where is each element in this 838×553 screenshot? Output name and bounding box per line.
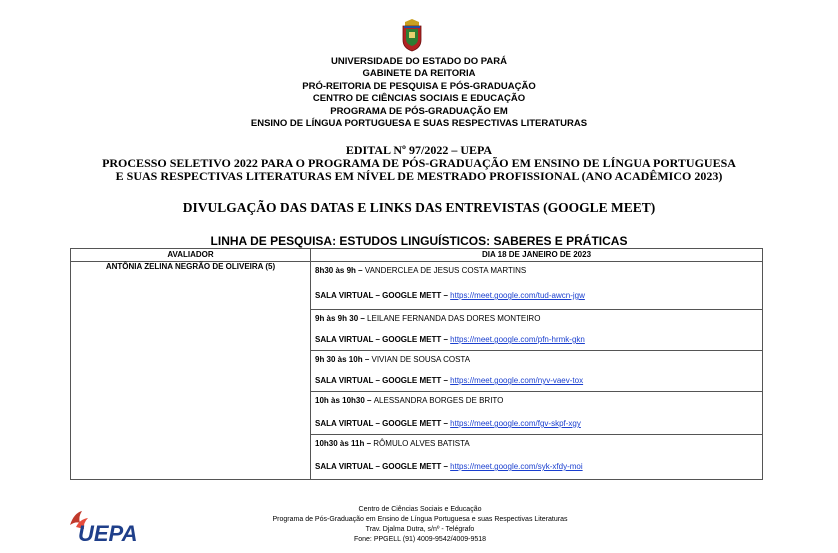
edital-number: EDITAL Nº 97/2022 – UEPA — [345, 143, 493, 157]
slot-time: 8h30 às 9h — [315, 266, 356, 275]
program-area: ENSINO DE LÍNGUA PORTUGUESA E SUAS RESPECTIVAS LITERATURAS — [250, 118, 588, 129]
office-name: GABINETE DA REITORIA — [362, 68, 476, 79]
footer-address: Trav. Djalma Dutra, s/nº - Telégrafo — [365, 526, 475, 533]
room-label: SALA VIRTUAL – GOOGLE METT – — [315, 291, 448, 300]
logo-text: UEPA — [78, 521, 138, 546]
coat-of-arms-icon — [400, 18, 424, 52]
room-label: SALA VIRTUAL – GOOGLE METT – — [315, 462, 448, 471]
slot-candidate: RÔMULO ALVES BATISTA — [373, 439, 470, 448]
document-subtitle: DIVULGAÇÃO DAS DATAS E LINKS DAS ENTREVISTAS (GOOGLE MEET) — [182, 200, 656, 215]
schedule-slot: 9h às 9h 30 – LEILANE FERNANDA DAS DORES MONTEIRO SALA VIRTUAL – GOOGLE METT – https://meet.google.com/pfn-hrmk-gkn — [311, 310, 763, 351]
uepa-logo — [68, 507, 148, 547]
slot-candidate: VIVIAN DE SOUSA COSTA — [371, 355, 471, 364]
date-column-header: DIA 18 DE JANEIRO DE 2023 — [311, 249, 763, 262]
slot-candidate: LEILANE FERNANDA DAS DORES MONTEIRO — [367, 314, 541, 323]
slot-candidate: ALESSANDRA BORGES DE BRITO — [373, 396, 504, 405]
interview-schedule-table — [70, 248, 763, 480]
meet-link[interactable]: https://meet.google.com/nyv-vaev-tox — [450, 376, 584, 385]
evaluator-name: ANTÔNIA ZELINA NEGRÃO DE OLIVEIRA (5) — [71, 262, 311, 480]
process-title-line2: E SUAS RESPECTIVAS LITERATURAS EM NÍVEL DE MESTRADO PROFISSIONAL (ANO ACADÊMICO 2023) — [115, 169, 723, 183]
meet-link[interactable]: https://meet.google.com/tud-awcn-jgw — [450, 291, 585, 300]
university-name: UNIVERSIDADE DO ESTADO DO PARÁ — [331, 56, 507, 67]
meet-link[interactable]: https://meet.google.com/pfn-hrmk-gkn — [450, 335, 585, 344]
schedule-slot: 9h 30 às 10h – VIVIAN DE SOUSA COSTA SALA VIRTUAL – GOOGLE METT – https://meet.google.com/nyv-vaev-tox — [311, 351, 763, 392]
evaluator-column-header: AVALIADOR — [71, 249, 311, 262]
slot-time: 10h30 às 11h — [315, 439, 365, 448]
table-row — [71, 262, 763, 310]
room-label: SALA VIRTUAL – GOOGLE METT – — [315, 335, 448, 344]
footer-center: Centro de Ciências Sociais e Educação — [358, 506, 482, 513]
footer-program: Programa de Pós-Graduação em Ensino de Língua Portuguesa e suas Respectivas Literaturas — [272, 516, 568, 523]
room-label: SALA VIRTUAL – GOOGLE METT – — [315, 419, 448, 428]
footer-phone: Fone: PPGELL (91) 4009-9542/4009-9518 — [353, 536, 487, 543]
slot-time: 9h 30 às 10h — [315, 355, 363, 364]
slot-time: 9h às 9h 30 — [315, 314, 359, 323]
process-title-line1: PROCESSO SELETIVO 2022 PARA O PROGRAMA DE PÓS-GRADUAÇÃO EM ENSINO DE LÍNGUA PORTUGUESA — [102, 156, 736, 170]
meet-link[interactable]: https://meet.google.com/fgv-skpf-xgy — [450, 419, 581, 428]
schedule-slot: 10h às 10h30 – ALESSANDRA BORGES DE BRITO SALA VIRTUAL – GOOGLE METT – https://meet.google.com/fgv-skpf-xgy — [311, 392, 763, 435]
meet-link[interactable]: https://meet.google.com/syk-xfdy-moi — [450, 462, 583, 471]
research-line-title: LINHA DE PESQUISA: ESTUDOS LINGUÍSTICOS: SABERES E PRÁTICAS — [210, 234, 628, 248]
program-name: PROGRAMA DE PÓS-GRADUAÇÃO EM — [330, 106, 508, 117]
slot-time: 10h às 10h30 — [315, 396, 365, 405]
room-label: SALA VIRTUAL – GOOGLE METT – — [315, 376, 448, 385]
center-name: CENTRO DE CIÊNCIAS SOCIAIS E EDUCAÇÃO — [312, 93, 526, 104]
pro-rectory-name: PRÓ-REITORIA DE PESQUISA E PÓS-GRADUAÇÃO — [302, 81, 536, 92]
schedule-slot: 8h30 às 9h – VANDERCLEA DE JESUS COSTA MARTINS SALA VIRTUAL – GOOGLE METT – https://meet.google.com/tud-awcn-jgw — [311, 262, 763, 310]
schedule-slot: 10h30 às 11h – RÔMULO ALVES BATISTA SALA VIRTUAL – GOOGLE METT – https://meet.google.com/syk-xfdy-moi — [311, 435, 763, 480]
table-header-row — [71, 249, 763, 262]
slot-candidate: VANDERCLEA DE JESUS COSTA MARTINS — [364, 266, 527, 275]
